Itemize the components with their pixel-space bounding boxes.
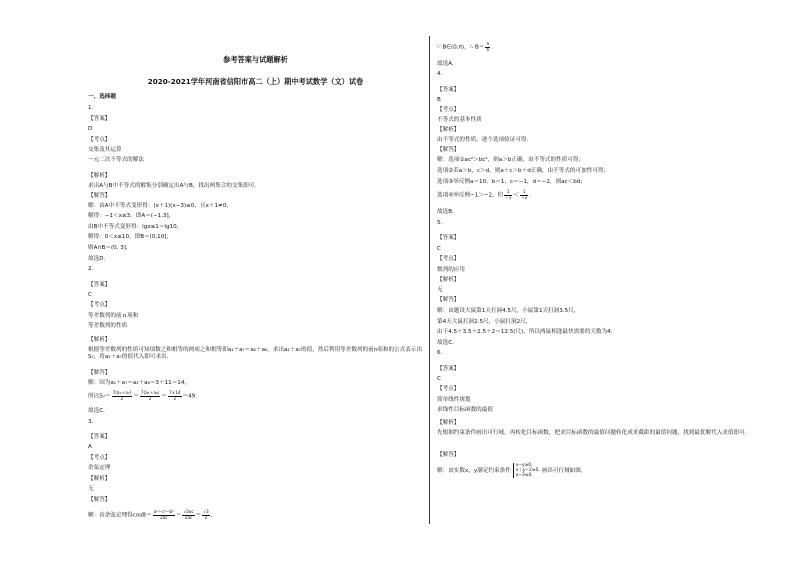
q1-number: 1.	[88, 105, 94, 111]
q1-solution-line: 由B中不等式变形得：lgx≤1＝lg10，	[88, 224, 183, 230]
q5-solution-line: 解：由题设大鼠第1天打洞4.5尺，小鼠第1天打洞3.5尺，	[437, 308, 580, 314]
q1-point-1: 交集及其运算	[88, 147, 122, 153]
q1-answer-tag: 【答案】	[88, 116, 111, 122]
q6-number: 6.	[437, 350, 443, 356]
q1-solution-line: 解得：−1＜x≤3，即A＝(−1,3]，	[88, 213, 175, 219]
exam-subtitle: 2020-2021学年河南省信阳市高二（上）期中考试数学（文）试卷	[147, 77, 364, 86]
q3-solution-tag: 【解答】	[88, 497, 111, 503]
q6-solution-tag: 【解答】	[437, 452, 460, 458]
q3-point-tag: 【考点】	[88, 455, 111, 461]
q1-solution-tag: 【解答】	[88, 193, 111, 199]
q6-point-2: 求线性目标函数的最值	[437, 407, 493, 413]
section-heading: 一、选择题	[88, 94, 116, 100]
q2-fraction: $\frac{\text{7(a₁＋a₇)}}{2}$	[112, 390, 132, 401]
q2-sum-suffix: ＝49.	[182, 393, 198, 400]
q1-point-2: 一元二次不等式的解法	[88, 157, 144, 163]
q6-point-tag: 【考点】	[437, 386, 460, 392]
q3-point-1: 余弦定理	[88, 465, 111, 471]
q1-answer: D	[88, 126, 93, 132]
q1-point-tag: 【考点】	[88, 137, 111, 143]
q4-number: 4.	[437, 71, 443, 77]
q2-sum-prefix: 所以S₇＝	[88, 393, 111, 400]
q2-answer-tag: 【答案】	[88, 282, 111, 288]
q3-fraction: $\frac{√3ac}{2ac}$	[183, 509, 194, 520]
q4-fraction: $\frac{1}{-1}$	[505, 189, 512, 200]
q3-sol-prefix: 解：由余弦定理得cosB＝	[88, 512, 152, 519]
q2-answer: C	[88, 292, 92, 298]
q5-analysis: 无	[437, 287, 443, 293]
q4-solution-line: 选项④举反例−1＞−2，但 $\frac{1}{-1}$ ＜ $\frac{1}{-2}$ ．	[437, 189, 535, 200]
q2-fraction: $\frac{7\times 14}{2}$	[169, 390, 181, 401]
q6-point-1: 简单线性规划	[437, 397, 471, 403]
q1-solution-line: 解：由A中不等式变形得：(x＋1)(x−3)≤0，且x＋1≠0，	[88, 203, 232, 209]
q5-solution-line: 第4天大鼠打洞2.5尺，小鼠打洞2尺，	[437, 319, 532, 325]
q4-fraction: $\frac{1}{-2}$	[521, 189, 528, 200]
q3-answer-tag: 【答案】	[88, 434, 111, 440]
q3-analysis-tag: 【解析】	[88, 476, 111, 482]
q2-choice: 故选C．	[88, 408, 109, 414]
q3-choice: 故选A．	[437, 61, 458, 67]
q4-solution-line: 选项③举反例a＝10，b＝1，c＝−1，d＝−2，则ac＜bd；	[437, 179, 586, 185]
q4-choice: 故选B．	[437, 209, 458, 215]
q2-analysis-tag: 【解析】	[88, 337, 111, 343]
q2-sum-formula: 所以S₇＝ $\frac{\text{7(a₁＋a₇)}}{2}$ ＝ $\frac{\text{7(a₂＋a₆)}}{2}$ ＝ $\frac{7\times 14}{2}$ ＝49.	[88, 390, 198, 401]
q3-cos-formula: 解：由余弦定理得cosB＝ $\frac{\text{a²＋c²−b²}}{2ac}$ ＝ $\frac{√3ac}{2ac}$ ＝ $\frac{√3}{2}$ ，	[88, 509, 217, 520]
q3-fraction: $\frac{√3}{2}$	[203, 509, 209, 520]
q4-analysis: 由不等式的性质，逐个选项验证可得．	[437, 137, 533, 143]
q5-analysis-tag: 【解析】	[437, 277, 460, 283]
q3-analysis: 无	[88, 486, 94, 492]
q1-solution-line: 则A∩B＝(0, 3]．	[88, 245, 132, 251]
document-title: 参考答案与试题解析	[223, 55, 288, 64]
q4-point-tag: 【考点】	[437, 107, 460, 113]
angle-fraction: $\frac{\pi}{6}$	[486, 41, 490, 52]
column-divider	[429, 36, 430, 524]
q5-point-1: 数列的应用	[437, 267, 465, 273]
q4-answer: B	[437, 97, 441, 103]
q4-solution-line: 选项②若a＞b，c＞d，则a＋c＞b＋d正确，由不等式的可加性可得；	[437, 168, 610, 174]
q2-point-2: 等差数列的性质	[88, 323, 128, 329]
q1-solution-line: 解得：0＜x≤10，即B＝(0,10]，	[88, 234, 173, 240]
q2-point-1: 等差数列的前ｎ项和	[88, 313, 139, 319]
q3-continuation: ∵ B∈(0,π)，∴ B＝ $\frac{\pi}{6}$ ．	[437, 41, 497, 52]
q6-analysis: 先根据约束条件画出可行域，再转化目标函数，把求目标函数的最值问题转化成求截距的最值问题，找到最优解代入求值即可．	[437, 430, 751, 436]
q6-analysis-tag: 【解析】	[437, 420, 460, 426]
q1-choice: 故选D．	[88, 256, 110, 262]
q3-fraction: $\frac{\text{a²＋c²−b²}}{2ac}$	[153, 509, 174, 520]
q5-solution-tag: 【解答】	[437, 297, 460, 303]
q5-solution-line: 由于4.5＋3.5＋2.5＋2＝12.5(尺)，所以两鼠相逢最快需要的天数为4．	[437, 329, 617, 335]
q2-fraction: $\frac{\text{7(a₂＋a₆)}}{2}$	[140, 390, 160, 401]
constraint-system: x−y≥0, x＋y−2≥0, x−3≤0,	[513, 463, 540, 478]
q5-choice: 故选C．	[437, 340, 458, 346]
q4-point-1: 不等式的基本性质	[437, 117, 482, 123]
q3-number: 3.	[88, 419, 94, 425]
q6-answer: C	[437, 376, 441, 382]
q5-number: 5.	[437, 220, 443, 226]
q1-analysis-tag: 【解析】	[88, 173, 111, 179]
q1-analysis: 求出A与B中不等式的解集分别确定出A与B，找出两集合的交集即可．	[88, 183, 260, 189]
q2-solution-line: 解：因为a₁＋a₇＝a₂＋a₆＝3＋11＝14，	[88, 380, 191, 386]
q5-answer: C	[437, 246, 441, 252]
q6-constraint-line: 解：由实数x，y满足约束条件 x−y≥0, x＋y−2≥0, x−3≤0, 画出可行域如图，	[437, 463, 587, 478]
q3-answer: A	[88, 444, 92, 450]
q6-answer-tag: 【答案】	[437, 366, 460, 372]
q2-point-tag: 【考点】	[88, 302, 111, 308]
q4-analysis-tag: 【解析】	[437, 127, 460, 133]
q2-number: 2.	[88, 266, 94, 272]
q4-solution-line: 解：选项①ac²＞bc²，则a＞b正确，由不等式的性质可得；	[437, 157, 585, 163]
q5-point-tag: 【考点】	[437, 256, 460, 262]
q4-solution-tag: 【解答】	[437, 147, 460, 153]
q4-answer-tag: 【答案】	[437, 87, 460, 93]
q2-solution-tag: 【解答】	[88, 370, 111, 376]
q5-answer-tag: 【答案】	[437, 235, 460, 241]
q2-analysis: 根据等差数列的性质可知项数之和相等的两项之和相等即a₁＋a₇＝a₂＋a₆，求出a₁＋a₇的值，然后利用等差数列的前n项和的公式表示出S₇，将a₁＋a₇的值代入即可求出．	[88, 347, 423, 360]
